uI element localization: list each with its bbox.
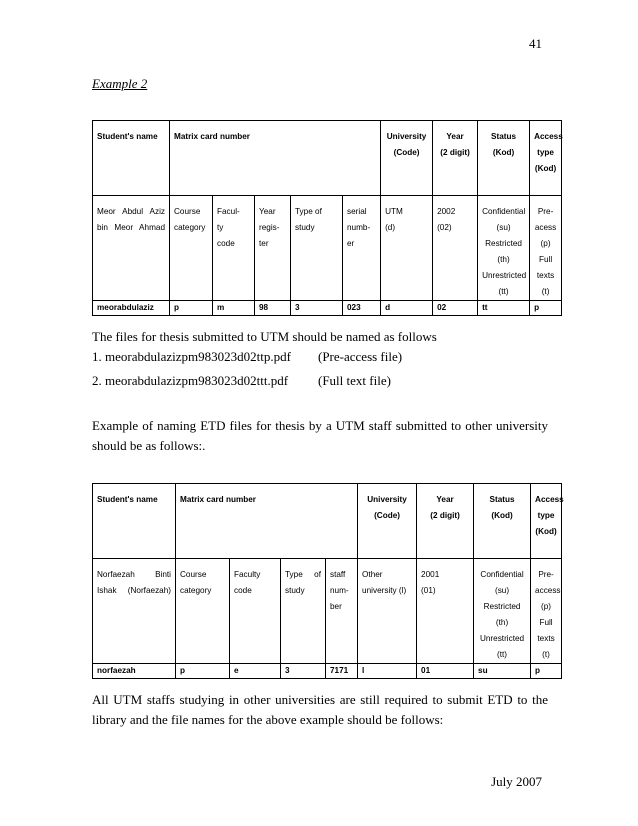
cell-line: Year	[446, 132, 464, 141]
cell-line: Course	[180, 570, 207, 579]
cell-line: (su)	[494, 586, 510, 595]
cell-line: texts	[537, 634, 555, 643]
cell-line: acess	[534, 223, 557, 232]
header-cell	[176, 484, 358, 559]
cell-line: (t)	[541, 287, 550, 296]
cell-line: Facul-	[217, 207, 240, 216]
cell-line: code	[234, 586, 252, 595]
matrix-part-cell	[176, 559, 230, 664]
file-name-line	[92, 373, 391, 389]
student-name-cell	[93, 559, 176, 664]
code-cell: 7171	[326, 664, 358, 679]
file-note: (Full text file)	[318, 373, 391, 388]
code-cell: m	[213, 301, 255, 316]
code-cell: l	[358, 664, 417, 679]
cell-line: Matrix card number	[174, 132, 250, 141]
cell-line: (Kod)	[492, 148, 515, 157]
cell-line: University	[386, 132, 427, 141]
university-cell	[381, 196, 433, 301]
student-name-cell	[93, 196, 170, 301]
staff-example-text: Example of naming ETD files for thesis by a UTM staff submitted to other university should be as follows:.	[92, 418, 548, 453]
code-cell: tt	[478, 301, 530, 316]
cell-line: (Code)	[393, 148, 420, 157]
cell-line: Type of	[295, 207, 322, 216]
code-cell: 02	[433, 301, 478, 316]
cell-line: Status	[489, 495, 515, 504]
table-code-row	[93, 664, 562, 679]
cell-line: serial	[347, 207, 367, 216]
code-cell: p	[530, 301, 562, 316]
cell-line: (02)	[437, 223, 452, 232]
cell-line: Full texts	[536, 255, 555, 280]
header-cell	[531, 484, 562, 559]
code-cell: meorabdulaziz	[93, 301, 170, 316]
cell-line: regis-	[259, 223, 280, 232]
example-heading: Example 2	[92, 76, 148, 91]
cell-line: Restricted	[483, 602, 521, 611]
status-cell	[474, 559, 531, 664]
cell-line: Student's name	[97, 132, 158, 141]
cell-line: (Kod)	[491, 511, 513, 520]
cell-line: (01)	[421, 586, 436, 595]
table-description-row	[93, 196, 562, 301]
matrix-part-cell	[255, 196, 291, 301]
cell-line: type	[537, 511, 555, 520]
cell-line: bin Meor Ahmad	[97, 223, 165, 232]
cell-line: (d)	[385, 223, 396, 232]
matrix-part-cell	[281, 559, 326, 664]
code-cell: 01	[417, 664, 474, 679]
file-name: 2. meorabdulazizpm983023d02ttt.pdf	[92, 373, 289, 388]
cell-line: Year	[259, 207, 276, 216]
matrix-part-cell	[213, 196, 255, 301]
cell-line: Confidential	[482, 207, 526, 216]
code-cell: e	[230, 664, 281, 679]
header-cell	[170, 121, 381, 196]
header-cell	[478, 121, 530, 196]
cell-line: Ishak (Norfaezah)	[97, 586, 171, 595]
staff-requirement-text: All UTM staffs studying in other universities are still required to submit ETD to the library and the file names for the above example should be follows:	[92, 692, 548, 727]
code-cell: d	[381, 301, 433, 316]
code-cell: su	[474, 664, 531, 679]
table-header-row	[93, 484, 562, 559]
header-cell	[381, 121, 433, 196]
cell-line: Access	[534, 132, 563, 141]
cell-line: (p)	[540, 239, 551, 248]
code-cell: 3	[291, 301, 343, 316]
cell-line: Type of	[285, 570, 321, 579]
cell-line: (su)	[496, 223, 511, 232]
cell-line: (t)	[542, 650, 550, 659]
cell-line: ber	[330, 602, 342, 611]
code-cell: norfaezah	[93, 664, 176, 679]
code-cell: p	[176, 664, 230, 679]
code-cell: 023	[343, 301, 381, 316]
cell-line: Course	[174, 207, 201, 216]
cell-line: (2 digit)	[440, 148, 470, 157]
cell-line: category	[180, 586, 212, 595]
cell-line: er	[347, 239, 355, 248]
cell-line: numb-	[347, 223, 371, 232]
cell-line: Unrestricted	[482, 271, 527, 280]
cell-line: Meor Abdul Aziz	[97, 207, 165, 216]
year-cell	[433, 196, 478, 301]
cell-line: (Kod)	[534, 164, 557, 173]
header-cell	[474, 484, 531, 559]
header-cell	[530, 121, 562, 196]
cell-line: Full	[539, 618, 553, 627]
cell-line: (p)	[541, 602, 552, 611]
cell-line: 2001	[421, 570, 440, 579]
table-header-row	[93, 121, 562, 196]
cell-line: Pre-	[537, 207, 554, 216]
cell-line: (th)	[495, 618, 509, 627]
header-cell	[358, 484, 417, 559]
year-cell	[417, 559, 474, 664]
matrix-part-cell	[291, 196, 343, 301]
cell-line: (2 digit)	[430, 511, 460, 520]
code-cell: p	[531, 664, 562, 679]
cell-line: University	[367, 495, 407, 504]
cell-line: access	[535, 586, 561, 595]
cell-line: Faculty	[234, 570, 261, 579]
access-cell	[531, 559, 562, 664]
cell-line: university (l)	[362, 586, 407, 595]
cell-line: Norfaezah Binti	[97, 570, 171, 579]
cell-line: Matrix card number	[180, 495, 256, 504]
matrix-part-cell	[326, 559, 358, 664]
cell-line: Confidential	[480, 570, 524, 579]
naming-table-student	[92, 120, 562, 316]
footer-date: July 2007	[491, 774, 542, 789]
cell-line: ty	[217, 223, 224, 232]
access-cell	[530, 196, 562, 301]
cell-line: 2002	[437, 207, 456, 216]
naming-intro-text: The files for thesis submitted to UTM should be named as follows	[92, 329, 437, 344]
cell-line: study	[295, 223, 315, 232]
file-note: (Pre-access file)	[318, 349, 403, 364]
code-cell: 3	[281, 664, 326, 679]
status-cell	[478, 196, 530, 301]
header-cell	[93, 484, 176, 559]
cell-line: Year	[436, 495, 454, 504]
matrix-part-cell	[343, 196, 381, 301]
cell-line: (Kod)	[535, 527, 557, 536]
cell-line: (tt)	[497, 650, 508, 659]
cell-line: Unrestricted	[479, 634, 525, 643]
cell-line: code	[217, 239, 235, 248]
cell-line: num-	[330, 586, 349, 595]
file-name: 1. meorabdulazizpm983023d02ttp.pdf	[92, 349, 291, 364]
cell-line: study	[285, 586, 305, 595]
cell-line: category	[174, 223, 206, 232]
header-cell	[93, 121, 170, 196]
header-cell	[433, 121, 478, 196]
page-number: 41	[529, 36, 542, 51]
cell-line: Other	[362, 570, 383, 579]
cell-line: type	[537, 148, 554, 157]
header-cell	[417, 484, 474, 559]
file-name-line	[92, 349, 403, 365]
table-description-row	[93, 559, 562, 664]
code-cell: p	[170, 301, 213, 316]
cell-line: ter	[259, 239, 269, 248]
university-cell	[358, 559, 417, 664]
table-code-row	[93, 301, 562, 316]
cell-line: staff	[330, 570, 346, 579]
matrix-part-cell	[230, 559, 281, 664]
cell-line: Access	[535, 495, 564, 504]
cell-line: UTM	[385, 207, 403, 216]
matrix-part-cell	[170, 196, 213, 301]
code-cell: 98	[255, 301, 291, 316]
naming-table-staff	[92, 483, 562, 679]
cell-line: (th)	[497, 255, 510, 264]
cell-line: (Code)	[374, 511, 400, 520]
cell-line: Pre-	[538, 570, 554, 579]
cell-line: (tt)	[498, 287, 509, 296]
cell-line: Student's name	[97, 495, 158, 504]
cell-line: Status	[491, 132, 517, 141]
cell-line: Restricted	[485, 239, 522, 248]
